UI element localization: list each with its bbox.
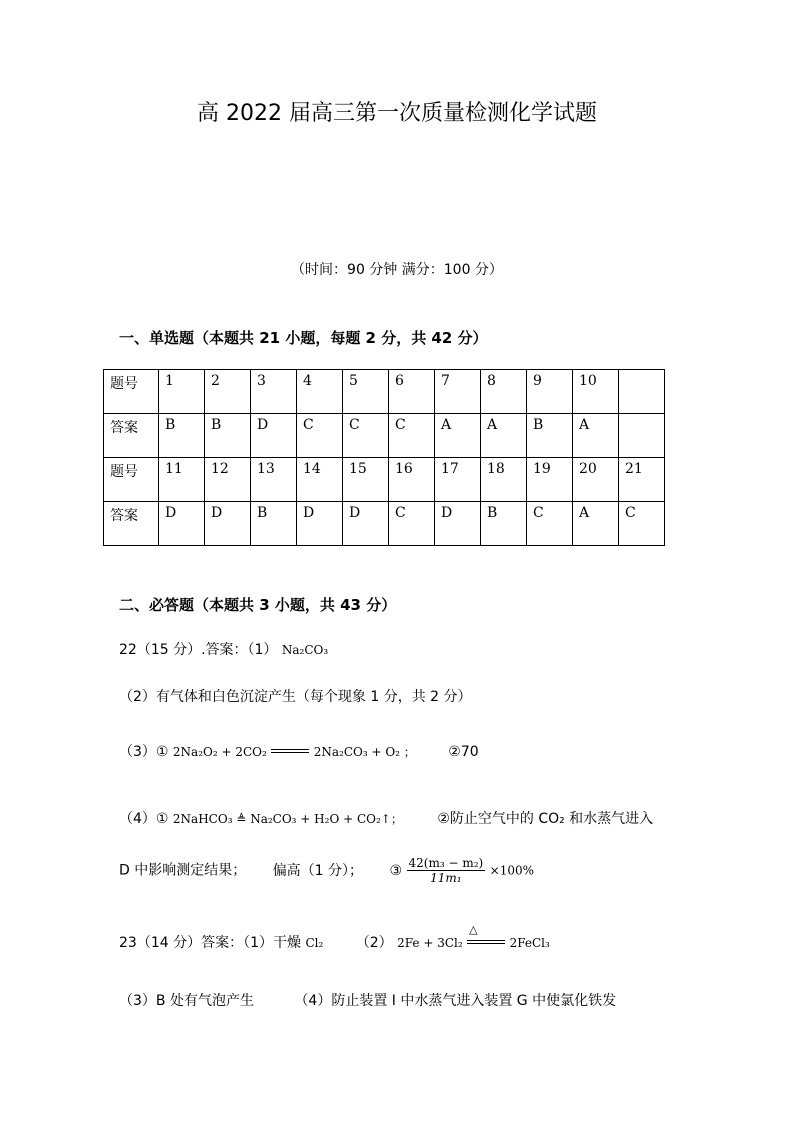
table-cell: 1 bbox=[159, 370, 205, 414]
q22-3-eq-right: 2Na₂CO₃ + O₂ ； bbox=[313, 745, 416, 759]
table-cell: 13 bbox=[251, 458, 297, 502]
q22-answer-4 bbox=[119, 808, 653, 828]
q22-answer-3 bbox=[119, 741, 479, 761]
exam-time-info: （时间：90 分钟 满分：100 分） bbox=[291, 262, 503, 278]
table-cell: C bbox=[343, 414, 389, 458]
table-cell: 12 bbox=[205, 458, 251, 502]
table-cell: D bbox=[159, 502, 205, 546]
delta-icon: △ bbox=[469, 923, 478, 936]
q23-2-prefix: （2） bbox=[355, 935, 393, 951]
table-cell bbox=[619, 370, 665, 414]
section-1-heading: 一、单选题（本题共 21 小题，每题 2 分，共 42 分） bbox=[119, 329, 488, 347]
q22-4-d-prefix: ③ bbox=[389, 862, 403, 879]
q22-4-c: 偏高（1 分）； bbox=[272, 862, 364, 879]
table-row bbox=[104, 414, 665, 458]
row-label: 题号 bbox=[104, 458, 159, 502]
table-cell: A bbox=[481, 414, 527, 458]
equals-arrow-icon bbox=[271, 749, 309, 755]
table-cell: B bbox=[159, 414, 205, 458]
table-row bbox=[104, 502, 665, 546]
table-cell: 18 bbox=[481, 458, 527, 502]
table-cell: 4 bbox=[297, 370, 343, 414]
table-cell: 15 bbox=[343, 458, 389, 502]
table-cell: 7 bbox=[435, 370, 481, 414]
table-cell: B bbox=[481, 502, 527, 546]
q22-3-prefix: （3）① bbox=[119, 744, 169, 760]
fraction-denominator: 11m₁ bbox=[430, 871, 462, 885]
fraction-numerator: 42(m₃ − m₂) bbox=[408, 856, 484, 870]
table-cell: C bbox=[297, 414, 343, 458]
table-cell: 8 bbox=[481, 370, 527, 414]
table-cell bbox=[619, 414, 665, 458]
table-cell: D bbox=[297, 502, 343, 546]
table-cell: 9 bbox=[527, 370, 573, 414]
q22-answer-1 bbox=[119, 639, 328, 659]
table-cell: B bbox=[527, 414, 573, 458]
table-cell: D bbox=[435, 502, 481, 546]
fraction bbox=[407, 856, 486, 885]
q22-4-prefix: （4）① bbox=[119, 811, 169, 827]
table-cell: C bbox=[389, 414, 435, 458]
q23-prefix: 23（14 分）答案：（1）干燥 bbox=[119, 935, 301, 951]
table-cell: 2 bbox=[205, 370, 251, 414]
q23-2-eq-left: 2Fe + 3Cl₂ bbox=[397, 936, 463, 950]
row-label: 题号 bbox=[104, 370, 159, 414]
q23-answer-1 bbox=[119, 923, 550, 952]
q22-formula-1: Na₂CO₃ bbox=[281, 643, 329, 657]
q22-3-b: ②70 bbox=[448, 744, 479, 760]
table-cell: 6 bbox=[389, 370, 435, 414]
table-row bbox=[104, 458, 665, 502]
table-cell: 21 bbox=[619, 458, 665, 502]
q22-3-eq-left: 2Na₂O₂ + 2CO₂ bbox=[172, 745, 267, 759]
table-cell: 11 bbox=[159, 458, 205, 502]
q23-answer-3-4 bbox=[119, 990, 616, 1010]
equals-arrow-icon bbox=[467, 940, 505, 946]
q22-4-cont: D 中影响测定结果； bbox=[119, 862, 247, 879]
table-cell: D bbox=[343, 502, 389, 546]
table-cell: D bbox=[251, 414, 297, 458]
q22-prefix: 22（15 分）.答案：（1） bbox=[119, 642, 278, 658]
q23-4: （4）防止装置 I 中水蒸气进入装置 G 中使氯化铁发 bbox=[294, 993, 617, 1009]
table-cell: D bbox=[205, 502, 251, 546]
table-cell: 5 bbox=[343, 370, 389, 414]
page-title: 高 2022 届高三第一次质量检测化学试题 bbox=[197, 101, 597, 126]
table-cell: A bbox=[573, 502, 619, 546]
table-cell: B bbox=[251, 502, 297, 546]
table-cell: 14 bbox=[297, 458, 343, 502]
table-cell: B bbox=[205, 414, 251, 458]
table-cell: 10 bbox=[573, 370, 619, 414]
q22-answer-2: （2）有气体和白色沉淀产生（每个现象 1 分，共 2 分） bbox=[119, 689, 472, 705]
fraction-tail: ×100% bbox=[489, 863, 535, 878]
table-cell: 19 bbox=[527, 458, 573, 502]
heat-symbol bbox=[467, 923, 505, 951]
row-label: 答案 bbox=[104, 502, 159, 546]
q22-4-eq: 2NaHCO₃ ≜ Na₂CO₃ + H₂O + CO₂↑； bbox=[172, 812, 403, 826]
table-cell: A bbox=[435, 414, 481, 458]
table-cell: C bbox=[527, 502, 573, 546]
table-cell: A bbox=[573, 414, 619, 458]
q23-3: （3）B 处有气泡产生 bbox=[119, 993, 254, 1009]
q22-answer-4-cont bbox=[119, 856, 534, 885]
table-cell: C bbox=[389, 502, 435, 546]
answer-table bbox=[103, 369, 665, 546]
section-2-heading: 二、必答题（本题共 3 小题，共 43 分） bbox=[119, 596, 397, 614]
table-cell: 17 bbox=[435, 458, 481, 502]
table-cell: C bbox=[619, 502, 665, 546]
q22-4-b: ②防止空气中的 CO₂ 和水蒸气进入 bbox=[437, 811, 654, 827]
table-cell: 3 bbox=[251, 370, 297, 414]
q23-2-eq-right: 2FeCl₃ bbox=[509, 936, 550, 950]
row-label: 答案 bbox=[104, 414, 159, 458]
table-cell: 16 bbox=[389, 458, 435, 502]
table-row bbox=[104, 370, 665, 414]
q23-formula-1: Cl₂ bbox=[305, 936, 324, 950]
table-cell: 20 bbox=[573, 458, 619, 502]
